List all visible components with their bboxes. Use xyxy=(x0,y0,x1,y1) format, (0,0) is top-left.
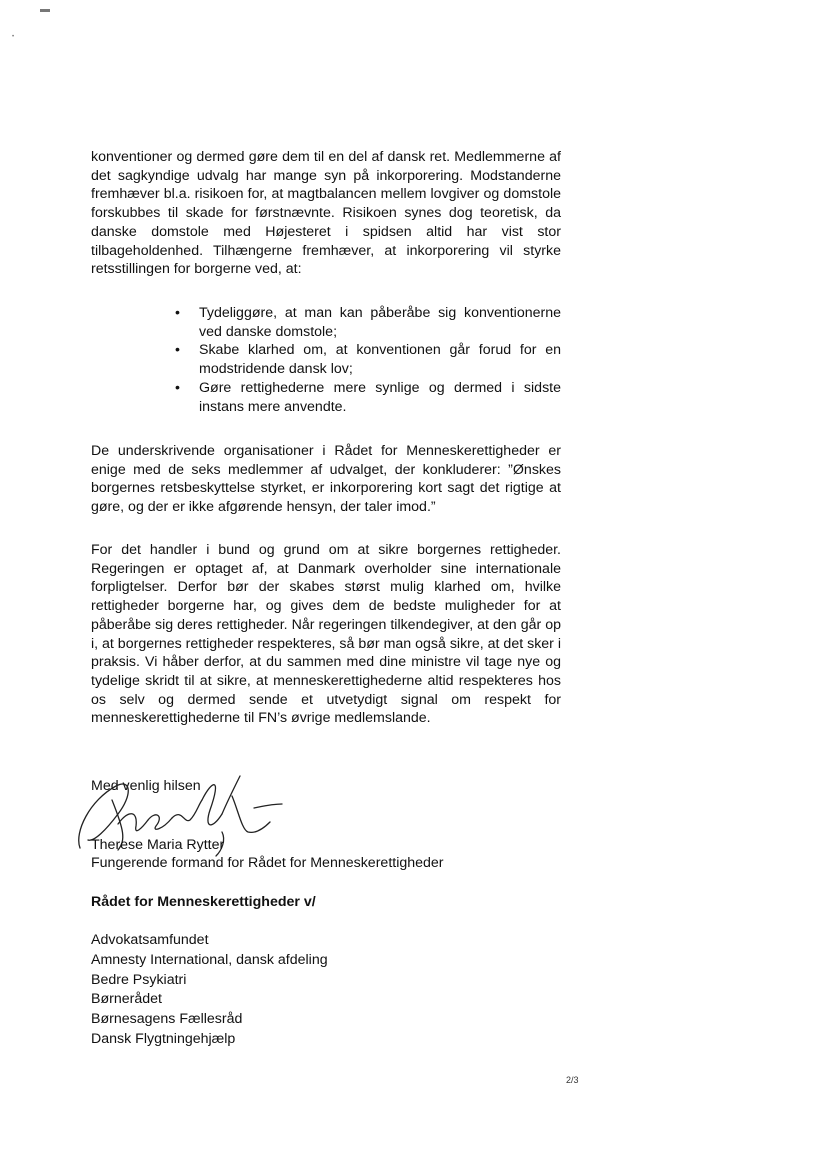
organisation-item: Børnerådet xyxy=(91,991,162,1008)
bullet-icon: • xyxy=(175,305,180,321)
council-heading: Rådet for Menneskerettigheder v/ xyxy=(91,894,316,910)
bullet-list xyxy=(175,304,561,416)
signer-title: Fungerende formand for Rådet for Menneskerettigheder xyxy=(91,855,444,871)
page-number: 2/3 xyxy=(566,1075,579,1085)
bullet-text: Skabe klarhed om, at konventionen går forud for en modstridende dansk lov; xyxy=(199,342,561,378)
bullet-item xyxy=(175,304,561,341)
organisation-item: Børnesagens Fællesråd xyxy=(91,1011,243,1028)
paragraph-text: De underskrivende organisationer i Rådet for Menneskerettigheder er enige med de seks medlemmer af udvalget, der konkluderer: ”Ønskes borgernes retsbeskyttelse styrket, er inkorporering kort sagt det rigtige at gøre, og der er ikke afgørende hensyn, der taler imod.” xyxy=(91,443,561,516)
paragraph-text: For det handler i bund og grund om at sikre borgernes rettigheder. Regeringen er optaget af, at Danmark overholder sine internationale forpligtelser. Derfor bør der skabes størst mulig klarhed om, hvilke rettigheder borgerne har, og gives dem de bedste muligheder for at påberåbe sig deres rettigheder. Når regeringen tilkendegiver, at den går op i, at borgernes rettigheder respekteres, så bør man også sikre, at det sker i praksis. Vi håber derfor, at du sammen med dine ministre vil tage nye og tydelige skridt til at sikre, at menneskerettighederne altid respekteres hos os selv og dermed sende et utvetydigt signal om respekt for menneskerettighederne til FN’s øvrige medlemslande. xyxy=(91,542,561,727)
bullet-text: Gøre rettighederne mere synlige og dermed i sidste instans mere anvendte. xyxy=(199,379,561,415)
bullet-icon: • xyxy=(175,379,180,396)
paragraph-text: konventioner og dermed gøre dem til en del af dansk ret. Medlemmerne af det sagkyndige udvalg har mange syn på inkorporering. Modstanderne fremhæver bl.a. risikoen for, at magtbalancen mellem lovgiver og domstole forskubbes til skade for førstnævnte. Risikoen synes dog teoretisk, da danske domstole med Højesteret i spidsen altid har vist stor tilbageholdenhed. Tilhængerne fremhæver, at inkorporering vil styrke retsstillingen for borgerne ved, at: xyxy=(91,149,561,278)
organisation-item: Advokatsamfundet xyxy=(91,932,209,948)
closing-line: Med venlig hilsen xyxy=(91,778,201,794)
bullet-item xyxy=(175,341,561,378)
bullet-text: Tydeliggøre, at man kan påberåbe sig konventionerne ved danske domstole; xyxy=(199,305,561,340)
organisation-item: Amnesty International, dansk afdeling xyxy=(91,951,328,968)
scan-speck: ▬ xyxy=(40,4,50,15)
body-paragraph-1 xyxy=(91,148,561,279)
bullet-icon: • xyxy=(175,342,180,359)
body-paragraph-3 xyxy=(91,541,561,728)
body-paragraph-2 xyxy=(91,442,561,517)
organisation-list xyxy=(91,931,328,1050)
signer-name: Therese Maria Rytter xyxy=(91,837,225,853)
scan-speck: • xyxy=(12,34,15,40)
bullet-item xyxy=(175,379,561,416)
organisation-item: Bedre Psykiatri xyxy=(91,971,187,988)
organisation-item: Dansk Flygtningehjælp xyxy=(91,1030,236,1047)
